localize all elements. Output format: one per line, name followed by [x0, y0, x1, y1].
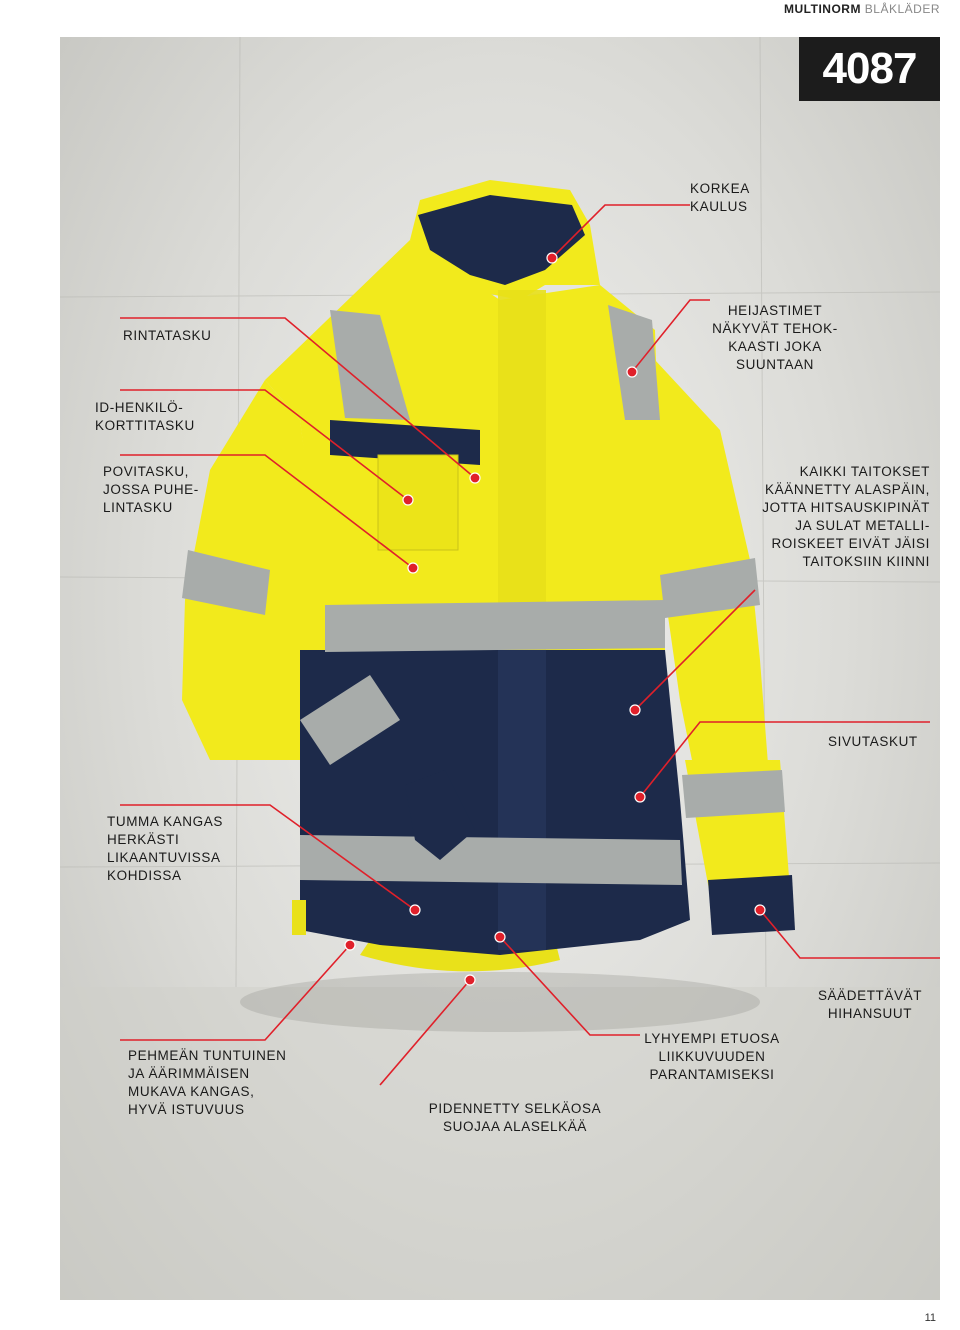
callout-etuosa: LYHYEMPI ETUOSA LIIKKUVUUDEN PARANTAMISEKSI [644, 1031, 780, 1082]
callout-sivutaskut: SIVUTASKUT [828, 734, 918, 749]
callout-selkaosa: PIDENNETTY SELKÄOSA SUOJAA ALASELKÄÄ [428, 1101, 602, 1134]
callout-pehmea: PEHMEÄN TUNTUINEN JA ÄÄRIMMÄISEN MUKAVA KANGAS, HYVÄ ISTUVUUS [128, 1048, 287, 1117]
callout-povitasku: POVITASKU, JOSSA PUHE- LINTASKU [103, 464, 199, 515]
callout-rintatasku: RINTATASKU [123, 328, 212, 343]
callout-hihansuut: SÄÄDETTÄVÄT HIHANSUUT [817, 988, 923, 1021]
callout-tumma-kangas: TUMMA KANGAS HERKÄSTI LIKAANTUVISSA KOHDISSA [107, 814, 223, 883]
callout-korkea-kaulus: KORKEA KAULUS [690, 181, 750, 214]
callout-heijastimet: HEIJASTIMET NÄKYVÄT TEHOK- KAASTI JOKA SUUNTAAN [712, 303, 838, 372]
callout-taitokset: KAIKKI TAITOKSET KÄÄNNETTY ALASPÄIN, JOTTA HITSAUSKIPINÄT JA SULAT METALLI- ROISKEET EIVÄT JÄISI TAITOKSIIN KIINNI [762, 464, 930, 569]
page-number: 11 [924, 1312, 936, 1324]
brand-name: MULTINORM [784, 2, 861, 16]
callout-id-tasku: ID-HENKILÖ- KORTTITASKU [95, 400, 195, 433]
product-code-badge: 4087 [799, 37, 940, 101]
brand-sub: BLÅKLÄDER [864, 2, 940, 16]
